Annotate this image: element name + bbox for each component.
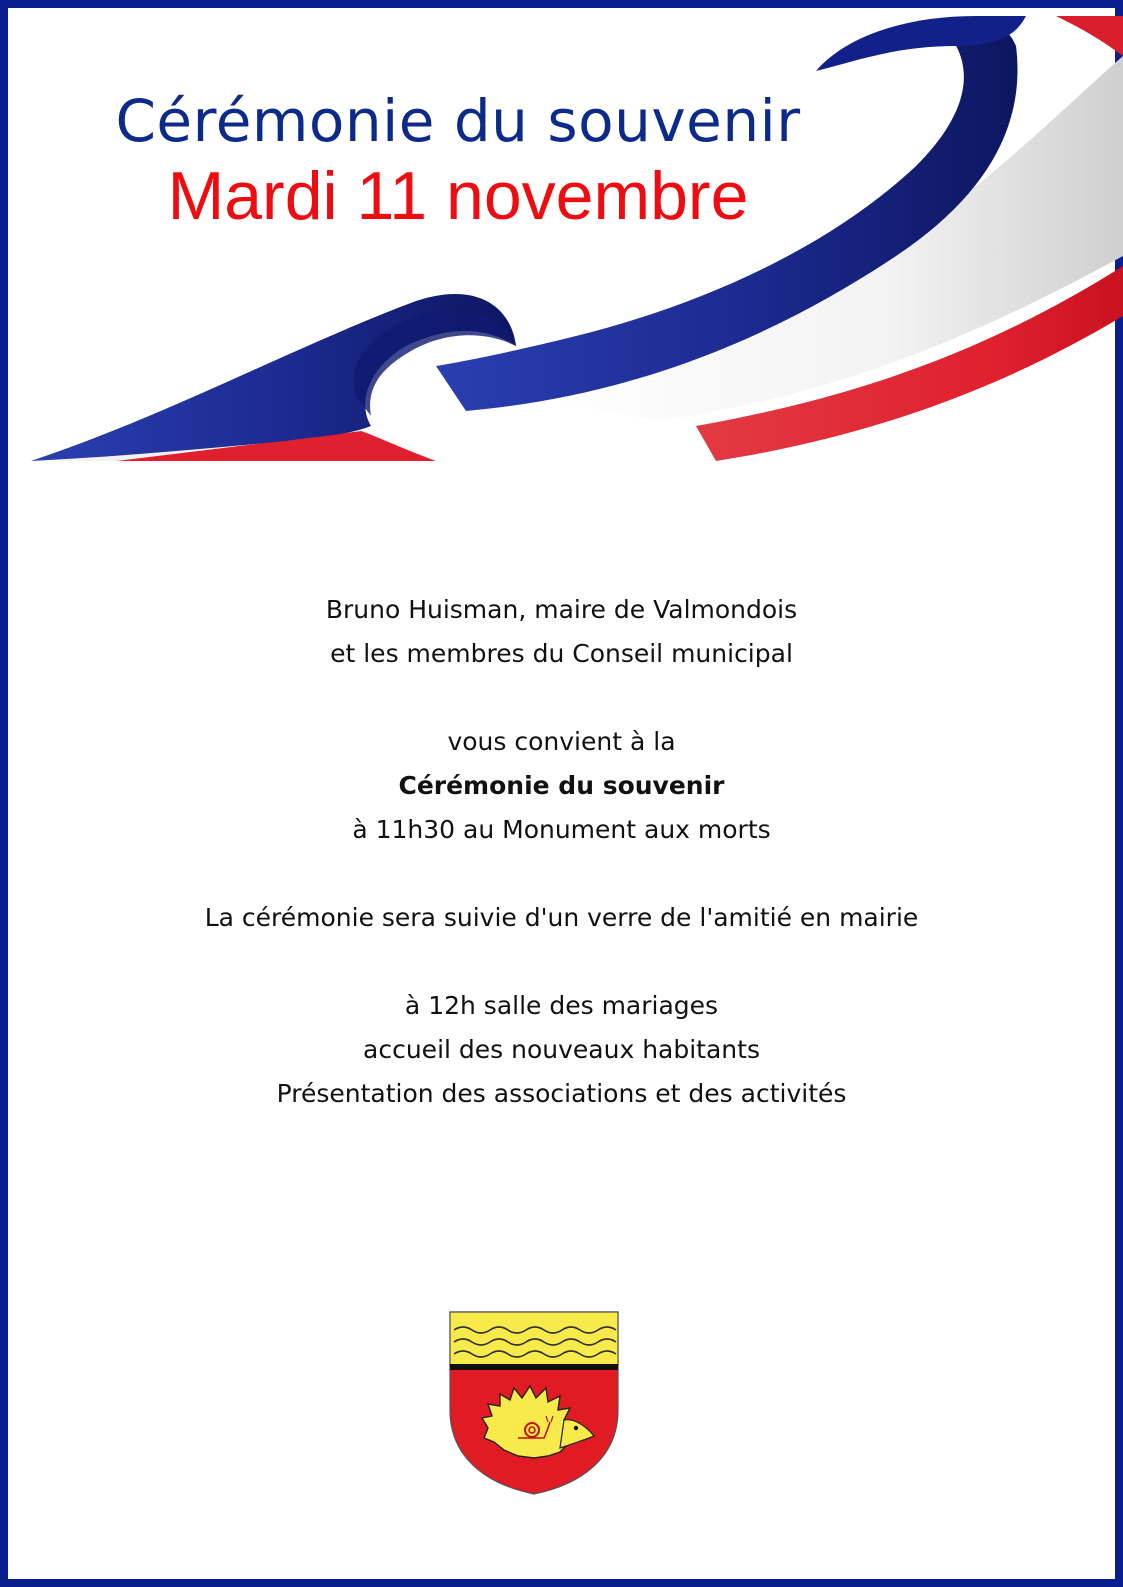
coat-of-arms-icon (448, 1310, 620, 1496)
spacer (8, 676, 1115, 720)
invitation-text (8, 588, 1115, 1116)
header (8, 86, 908, 236)
host-line-1: Bruno Huisman, maire de Valmondois (325, 595, 798, 624)
spacer (8, 852, 1115, 896)
french-flag-ribbon (16, 16, 1123, 461)
page-title: Cérémonie du souvenir (115, 87, 801, 155)
spacer (8, 940, 1115, 984)
event-date: Mardi 11 novembre (167, 158, 749, 234)
presentation-line: Présentation des associations et des activités (276, 1079, 847, 1108)
followup-line: La cérémonie sera suivie d'un verre de l'amitié en mairie (204, 903, 919, 932)
host-line-2: et les membres du Conseil municipal (330, 639, 793, 668)
second-time-place: à 12h salle des mariages (404, 991, 719, 1020)
event-name: Cérémonie du souvenir (398, 771, 725, 800)
invite-line: vous convient à la (447, 727, 676, 756)
event-time-place: à 11h30 au Monument aux morts (352, 815, 771, 844)
welcome-line: accueil des nouveaux habitants (363, 1035, 760, 1064)
